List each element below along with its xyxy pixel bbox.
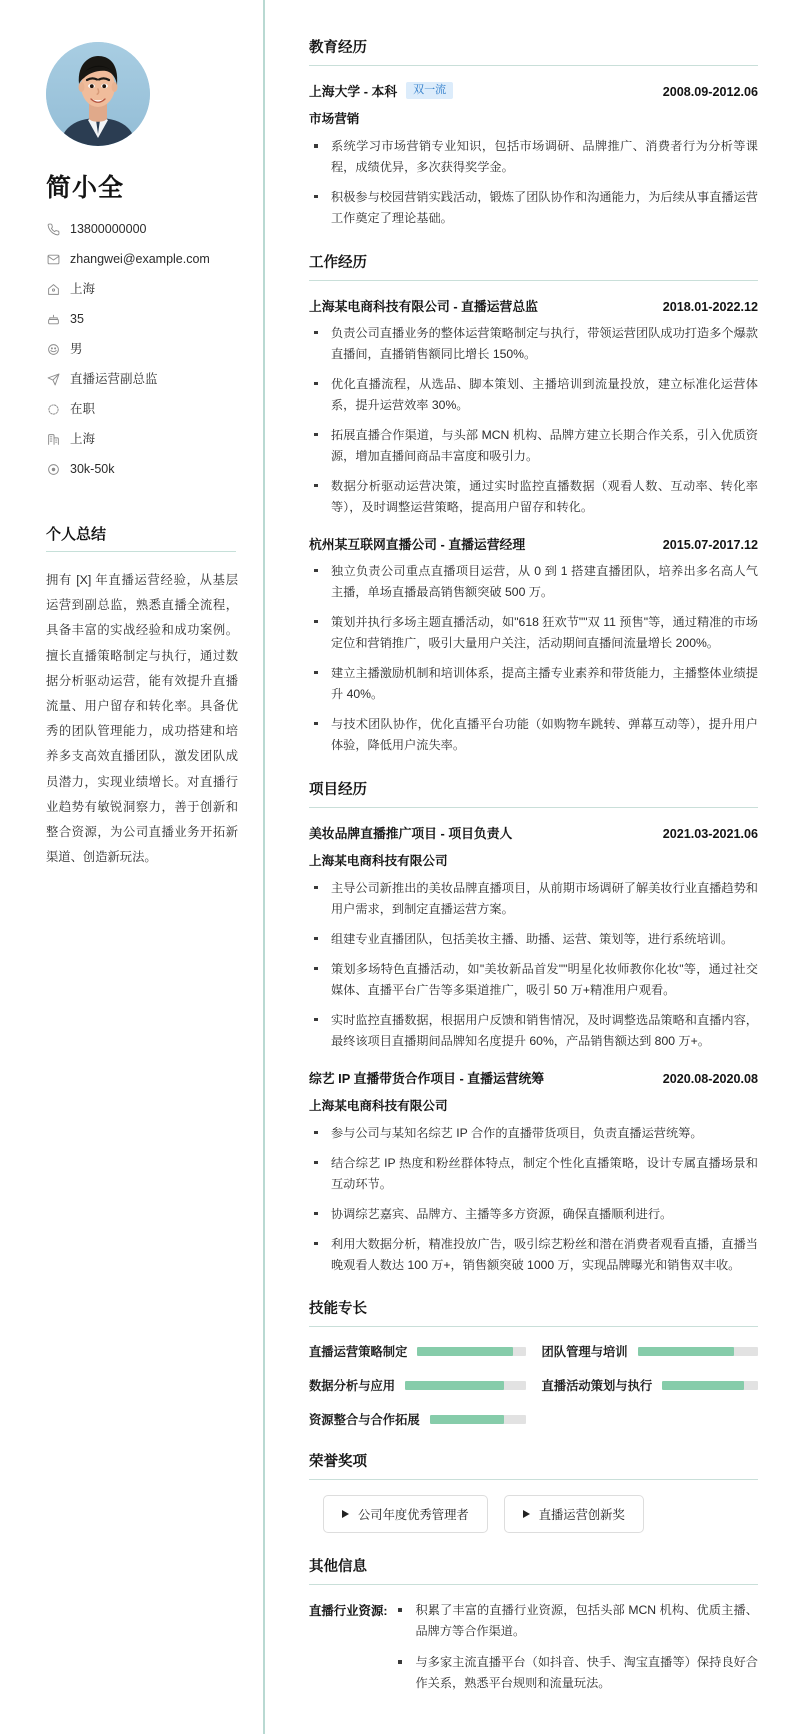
cake-icon <box>46 313 60 327</box>
skill-progress-track <box>638 1347 758 1356</box>
project-company: 上海某电商科技有限公司 <box>309 853 448 868</box>
contact-city <box>46 432 239 447</box>
work-position: 杭州某互联网直播公司 - 直播运营经理 <box>309 536 526 552</box>
skill-progress-track <box>405 1381 525 1390</box>
work-position: 上海某电商科技有限公司 - 直播运营总监 <box>309 298 538 314</box>
contact-value: 30k-50k <box>70 462 115 476</box>
project-entry <box>309 823 758 1052</box>
project-company: 上海某电商科技有限公司 <box>309 1098 448 1113</box>
list-item: 建立主播激励机制和培训体系，提高主播专业素养和带货能力，主播整体业绩提升 40%。 <box>311 663 758 705</box>
skill-progress-fill <box>662 1381 743 1390</box>
status-icon <box>46 403 60 417</box>
skill-row <box>542 1342 759 1360</box>
skill-label: 直播运营策略制定 <box>309 1345 408 1360</box>
education-section-title: 教育经历 <box>309 36 758 66</box>
skill-row <box>542 1376 759 1394</box>
entry-header <box>309 81 758 100</box>
contact-value: 35 <box>70 312 84 326</box>
list-item: 利用大数据分析，精准投放广告，吸引综艺粉丝和潜在消费者观看直播，直播当晚观看人数达 100 万+，销售额突破 1000 万，实现品牌曝光和销售双丰收。 <box>311 1234 758 1276</box>
entry-header <box>309 823 758 842</box>
list-item: 积极参与校园营销实践活动，锻炼了团队协作和沟通能力，为后续从事直播运营工作奠定了理论基础。 <box>311 187 758 229</box>
avatar <box>46 42 150 146</box>
project-bullets <box>311 878 758 1052</box>
project-date: 2020.08-2020.08 <box>662 1071 758 1086</box>
contact-value: 直播运营副总监 <box>70 372 158 386</box>
list-item: 负责公司直播业务的整体运营策略制定与执行，带领运营团队成功打造多个爆款直播间，直播销售额同比增长 150%。 <box>311 323 758 365</box>
education-entry <box>309 81 758 229</box>
list-item: 组建专业直播团队，包括美妆主播、助播、运营、策划等，进行系统培训。 <box>311 929 758 950</box>
projects-section-title: 项目经历 <box>309 778 758 808</box>
work-entry <box>309 296 758 518</box>
honors-section-title: 荣誉奖项 <box>309 1450 758 1480</box>
contact-list <box>46 222 239 477</box>
list-item: 优化直播流程，从选品、脚本策划、主播培训到流量投放，建立标准化运营体系，提升运营效率 30%。 <box>311 374 758 416</box>
list-item: 策划并执行多场主题直播活动，如"618 狂欢节""双 11 预售"等，通过精准的市场定位和营销推广，吸引大量用户关注，活动期间直播间流量增长 200%。 <box>311 612 758 654</box>
skill-progress-track <box>430 1415 526 1424</box>
home-icon <box>46 283 60 297</box>
contact-status <box>46 402 239 417</box>
other-section-title: 其他信息 <box>309 1555 758 1585</box>
education-major: 市场营销 <box>309 112 360 126</box>
skills-grid <box>309 1342 758 1428</box>
honor-chip[interactable] <box>323 1495 488 1533</box>
building-icon <box>46 433 60 447</box>
section-education <box>309 36 758 229</box>
contact-value: 在职 <box>70 402 96 416</box>
contact-value: 13800000000 <box>70 222 147 236</box>
summary-section-title: 个人总结 <box>46 523 236 552</box>
list-item: 实时监控直播数据，根据用户反馈和销售情况，及时调整选品策略和直播内容，最终该项目直播期间品牌知名度提升 60%，产品销售额达到 800 万+。 <box>311 1010 758 1052</box>
entry-header <box>309 296 758 315</box>
entry-header <box>309 534 758 553</box>
skill-progress-track <box>417 1347 525 1356</box>
section-projects <box>309 778 758 1276</box>
section-work <box>309 251 758 756</box>
skill-progress-fill <box>430 1415 505 1424</box>
gender-icon <box>46 343 60 357</box>
education-school-label: 上海大学 - 本科 <box>309 84 398 99</box>
sidebar <box>0 0 265 1734</box>
honors-list <box>309 1495 758 1533</box>
work-entry <box>309 534 758 756</box>
list-item: 策划多场特色直播活动，如"美妆新品首发""明星化妆师教你化妆"等，通过社交媒体、直播平台广告等多渠道推广，吸引 50 万+精准用户观看。 <box>311 959 758 1001</box>
honor-label: 直播运营创新奖 <box>538 1508 625 1523</box>
work-bullets <box>311 561 758 756</box>
contact-gender <box>46 342 239 357</box>
project-date: 2021.03-2021.06 <box>662 826 758 841</box>
contact-value: zhangwei@example.com <box>70 252 210 266</box>
list-item: 协调综艺嘉宾、品牌方、主播等多方资源，确保直播顺利进行。 <box>311 1204 758 1225</box>
work-date: 2018.01-2022.12 <box>662 299 758 314</box>
skill-progress-track <box>662 1381 758 1390</box>
skill-progress-fill <box>405 1381 504 1390</box>
contact-age <box>46 312 239 327</box>
envelope-icon <box>46 253 60 267</box>
list-item: 参与公司与某知名综艺 IP 合作的直播带货项目，负责直播运营统筹。 <box>311 1123 758 1144</box>
skill-label: 团队管理与培训 <box>541 1345 628 1360</box>
summary-text: 拥有 [X] 年直播运营经验，从基层运营到副总监，熟悉直播全流程，具备丰富的实战经验和成功案例。擅长直播策略制定与执行，通过数据分析驱动运营，能有效提升直播流量、用户留存和转化率。具备优秀的团队管理能力，成功搭建和培养多支高效直播团队，激发团队成员潜力，实现业绩增长。对直播行业趋势有敏锐洞察力，善于创新和整合资源，为公司直播业务开拓新渠道、创造新玩法。 <box>46 573 238 865</box>
work-date: 2015.07-2017.12 <box>662 537 758 552</box>
list-item: 拓展直播合作渠道，与头部 MCN 机构、品牌方建立长期合作关系，引入优质资源，增加直播间商品丰富度和吸引力。 <box>311 425 758 467</box>
contact-value: 上海 <box>70 282 96 296</box>
section-honors <box>309 1450 758 1533</box>
list-item: 与多家主流直播平台（如抖音、快手、淘宝直播等）保持良好合作关系，熟悉平台规则和流量玩法。 <box>395 1652 758 1694</box>
coin-icon <box>46 463 60 477</box>
list-item: 系统学习市场营销专业知识，包括市场调研、品牌推广、消费者行为分析等课程，成绩优异，多次获得奖学金。 <box>311 136 758 178</box>
contact-value: 上海 <box>70 432 96 446</box>
skill-label: 资源整合与合作拓展 <box>309 1413 420 1428</box>
project-name: 美妆品牌直播推广项目 - 项目负责人 <box>309 825 513 841</box>
other-info-bullets <box>395 1600 758 1704</box>
play-triangle-icon <box>342 1510 349 1518</box>
contact-location <box>46 282 239 297</box>
list-item: 数据分析驱动运营决策，通过实时监控直播数据（观看人数、互动率、转化率等），及时调整运营策略，提高用户留存和转化。 <box>311 476 758 518</box>
contact-value: 男 <box>70 342 83 356</box>
phone-icon <box>46 223 60 237</box>
paper-plane-icon <box>46 373 60 387</box>
status-badge: 双一流 <box>406 82 453 99</box>
education-school <box>309 81 453 100</box>
contact-salary <box>46 462 239 477</box>
page-title: 简小全 <box>46 174 125 202</box>
education-date: 2008.09-2012.06 <box>662 85 758 99</box>
work-bullets <box>311 323 758 518</box>
skill-row <box>309 1376 526 1394</box>
list-item: 主导公司新推出的美妆品牌直播项目，从前期市场调研了解美妆行业直播趋势和用户需求，到制定直播运营方案。 <box>311 878 758 920</box>
skill-label: 直播活动策划与执行 <box>541 1379 653 1394</box>
entry-header <box>309 1068 758 1087</box>
list-item: 与技术团队协作，优化直播平台功能（如购物车跳转、弹幕互动等），提升用户体验，降低用户流失率。 <box>311 714 758 756</box>
project-bullets <box>311 1123 758 1276</box>
project-entry <box>309 1068 758 1276</box>
skills-section-title: 技能专长 <box>309 1297 758 1327</box>
contact-email <box>46 252 239 267</box>
other-info-row <box>309 1600 758 1704</box>
main-content <box>265 0 794 1734</box>
education-bullets <box>311 136 758 229</box>
project-name: 综艺 IP 直播带货合作项目 - 直播运营统筹 <box>309 1070 545 1086</box>
avatar-photo-icon <box>46 42 150 146</box>
contact-position <box>46 372 239 387</box>
skill-progress-fill <box>417 1347 512 1356</box>
skill-row <box>309 1342 526 1360</box>
skill-row <box>309 1410 526 1428</box>
skill-label: 数据分析与应用 <box>309 1379 396 1394</box>
work-section-title: 工作经历 <box>309 251 758 281</box>
list-item: 独立负责公司重点直播项目运营，从 0 到 1 搭建直播团队，培养出多名高人气主播，单场直播最高销售额突破 500 万。 <box>311 561 758 603</box>
contact-phone <box>46 222 239 237</box>
list-item: 结合综艺 IP 热度和粉丝群体特点，制定个性化直播策略，设计专属直播场景和互动环节。 <box>311 1153 758 1195</box>
list-item: 积累了丰富的直播行业资源，包括头部 MCN 机构、优质主播、品牌方等合作渠道。 <box>395 1600 758 1642</box>
skills-grid-spacer <box>542 1410 759 1428</box>
section-skills <box>309 1297 758 1428</box>
skill-progress-fill <box>638 1347 734 1356</box>
other-info-key: 直播行业资源: <box>309 1604 388 1619</box>
honor-label: 公司年度优秀管理者 <box>358 1508 469 1523</box>
play-triangle-icon <box>523 1510 530 1518</box>
section-other-info <box>309 1555 758 1704</box>
honor-chip[interactable] <box>504 1495 644 1533</box>
